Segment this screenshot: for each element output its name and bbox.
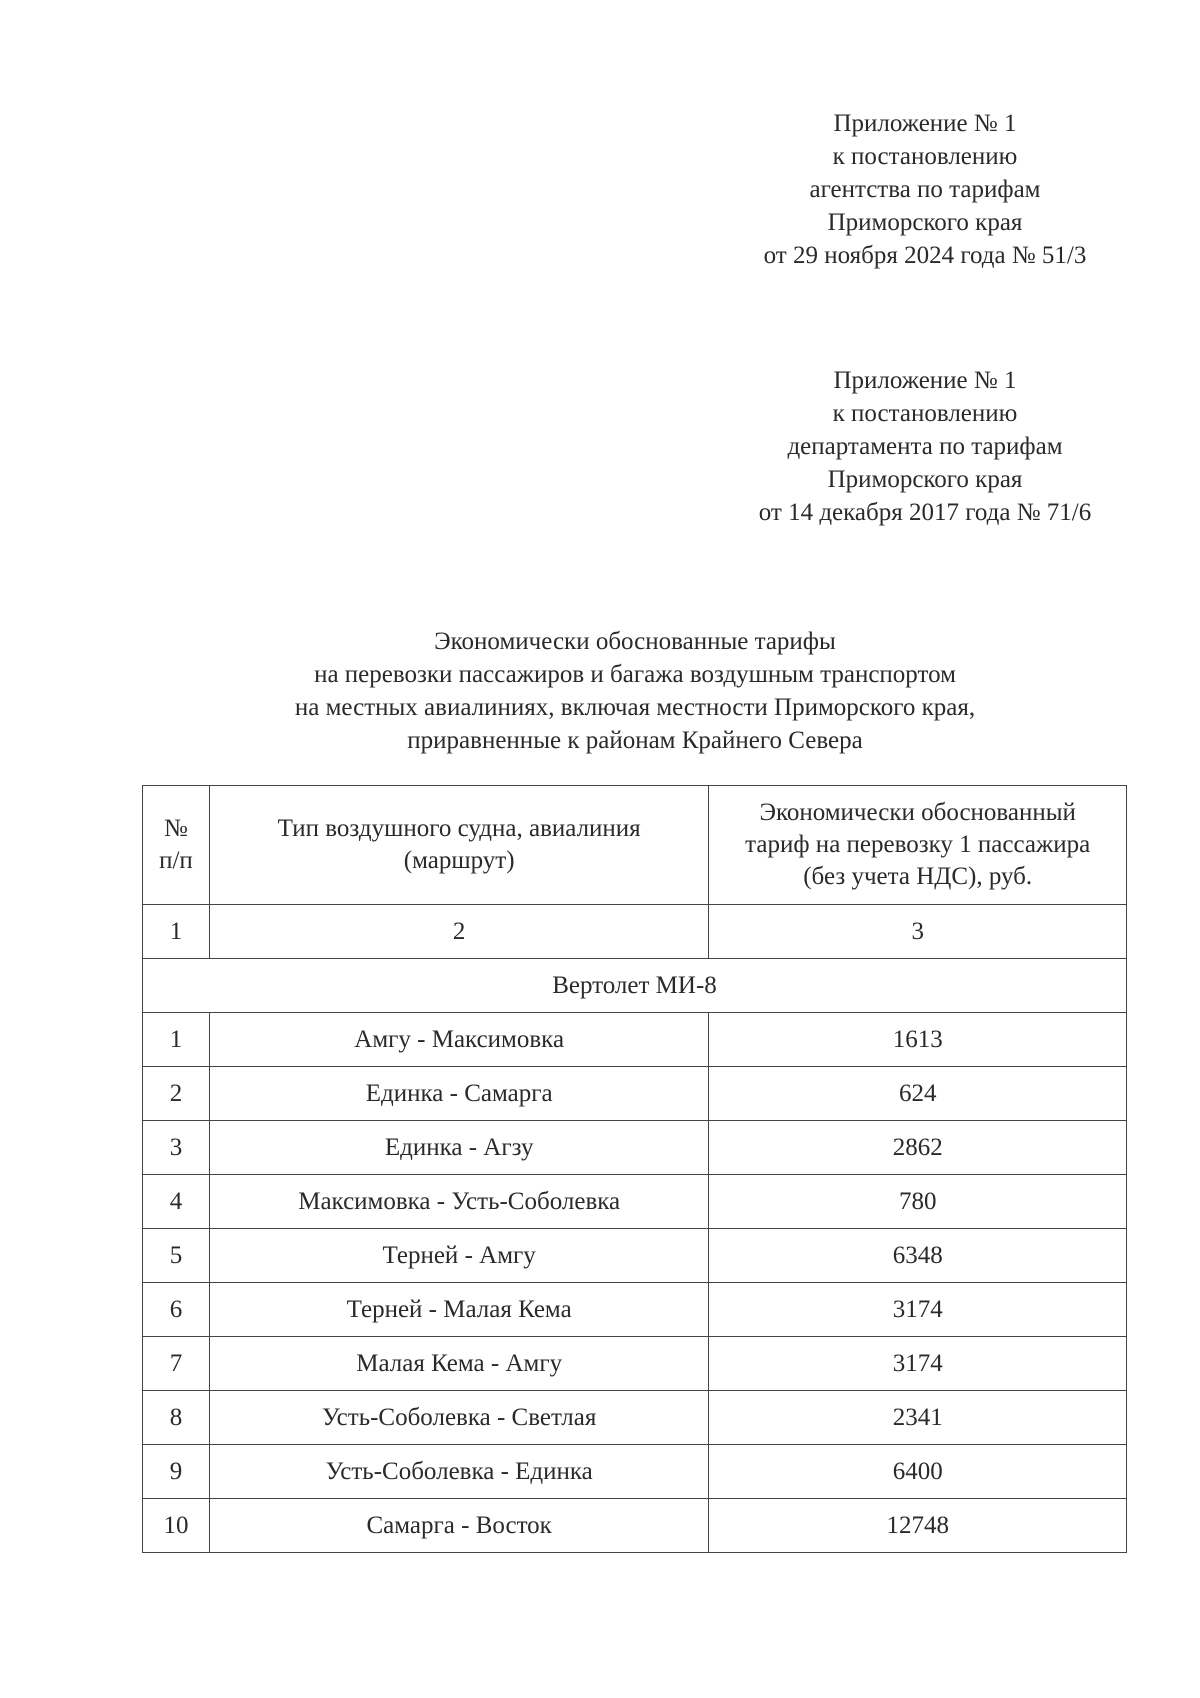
route-cell: Терней - Малая Кема	[209, 1283, 708, 1337]
table-row	[143, 1229, 1127, 1283]
row-number-cell: 4	[143, 1175, 210, 1229]
route-cell: Усть-Соболевка - Светлая	[209, 1391, 708, 1445]
appendix-to: к постановлению	[832, 400, 1018, 427]
column-index-cell: 1	[143, 905, 210, 959]
section-row	[143, 959, 1127, 1013]
table-row	[143, 1175, 1127, 1229]
tariff-cell: 2862	[709, 1121, 1127, 1175]
appendix-region: Приморского края	[827, 209, 1023, 236]
header-text: (маршрут)	[403, 847, 515, 874]
row-number-cell: 9	[143, 1445, 210, 1499]
appendix-date: от 14 декабря 2017 года № 71/6	[758, 499, 1092, 526]
row-number-cell: 6	[143, 1283, 210, 1337]
appendix-title: Приложение № 1	[833, 367, 1017, 394]
section-title: Вертолет МИ-8	[143, 959, 1127, 1013]
table-row	[143, 1337, 1127, 1391]
table-row	[143, 1445, 1127, 1499]
document-title	[140, 625, 1130, 757]
row-number-cell: 7	[143, 1337, 210, 1391]
route-cell: Терней - Амгу	[209, 1229, 708, 1283]
title-line: Экономически обоснованные тарифы	[434, 628, 836, 655]
appendix-current-block	[690, 107, 1160, 272]
tariff-cell: 6400	[709, 1445, 1127, 1499]
route-cell: Единка - Агзу	[209, 1121, 708, 1175]
table-row	[143, 1283, 1127, 1337]
header-text: Тип воздушного судна, авиалиния	[277, 815, 641, 842]
row-number-cell: 5	[143, 1229, 210, 1283]
appendix-title: Приложение № 1	[833, 110, 1017, 137]
appendix-previous-block	[690, 364, 1160, 529]
header-tariff	[709, 786, 1127, 905]
table-row	[143, 1391, 1127, 1445]
route-cell: Усть-Соболевка - Единка	[209, 1445, 708, 1499]
appendix-date: от 29 ноября 2024 года № 51/3	[763, 242, 1087, 269]
tariff-cell: 3174	[709, 1283, 1127, 1337]
appendix-agency: агентства по тарифам	[809, 176, 1041, 203]
table-row	[143, 1067, 1127, 1121]
tariff-cell: 780	[709, 1175, 1127, 1229]
appendix-region: Приморского края	[827, 466, 1023, 493]
header-number	[143, 786, 210, 905]
header-text: тариф на перевозку 1 пассажира	[745, 831, 1091, 858]
column-index-cell: 2	[209, 905, 708, 959]
route-cell: Самарга - Восток	[209, 1499, 708, 1553]
table-header-row	[143, 786, 1127, 905]
row-number-cell: 2	[143, 1067, 210, 1121]
tariff-cell: 2341	[709, 1391, 1127, 1445]
row-number-cell: 1	[143, 1013, 210, 1067]
column-index-row	[143, 905, 1127, 959]
table-row	[143, 1013, 1127, 1067]
row-number-cell: 10	[143, 1499, 210, 1553]
title-line: на местных авиалиниях, включая местности Приморского края,	[294, 694, 976, 721]
appendix-to: к постановлению	[832, 143, 1018, 170]
route-cell: Единка - Самарга	[209, 1067, 708, 1121]
route-cell: Малая Кема - Амгу	[209, 1337, 708, 1391]
header-text: п/п	[159, 847, 193, 874]
tariff-cell: 6348	[709, 1229, 1127, 1283]
header-text: №	[164, 815, 188, 842]
header-text: Экономически обоснованный	[759, 799, 1076, 826]
header-text: (без учета НДС), руб.	[803, 863, 1033, 890]
table-row	[143, 1499, 1127, 1553]
tariff-cell: 12748	[709, 1499, 1127, 1553]
header-route	[209, 786, 708, 905]
column-index-cell: 3	[709, 905, 1127, 959]
tariff-cell: 1613	[709, 1013, 1127, 1067]
route-cell: Амгу - Максимовка	[209, 1013, 708, 1067]
tariff-table	[142, 785, 1127, 1553]
table-row	[143, 1121, 1127, 1175]
route-cell: Максимовка - Усть-Соболевка	[209, 1175, 708, 1229]
title-line: на перевозки пассажиров и багажа воздушным транспортом	[314, 661, 956, 688]
tariff-cell: 3174	[709, 1337, 1127, 1391]
title-line: приравненные к районам Крайнего Севера	[407, 727, 863, 754]
row-number-cell: 3	[143, 1121, 210, 1175]
tariff-cell: 624	[709, 1067, 1127, 1121]
appendix-agency: департамента по тарифам	[787, 433, 1063, 460]
row-number-cell: 8	[143, 1391, 210, 1445]
